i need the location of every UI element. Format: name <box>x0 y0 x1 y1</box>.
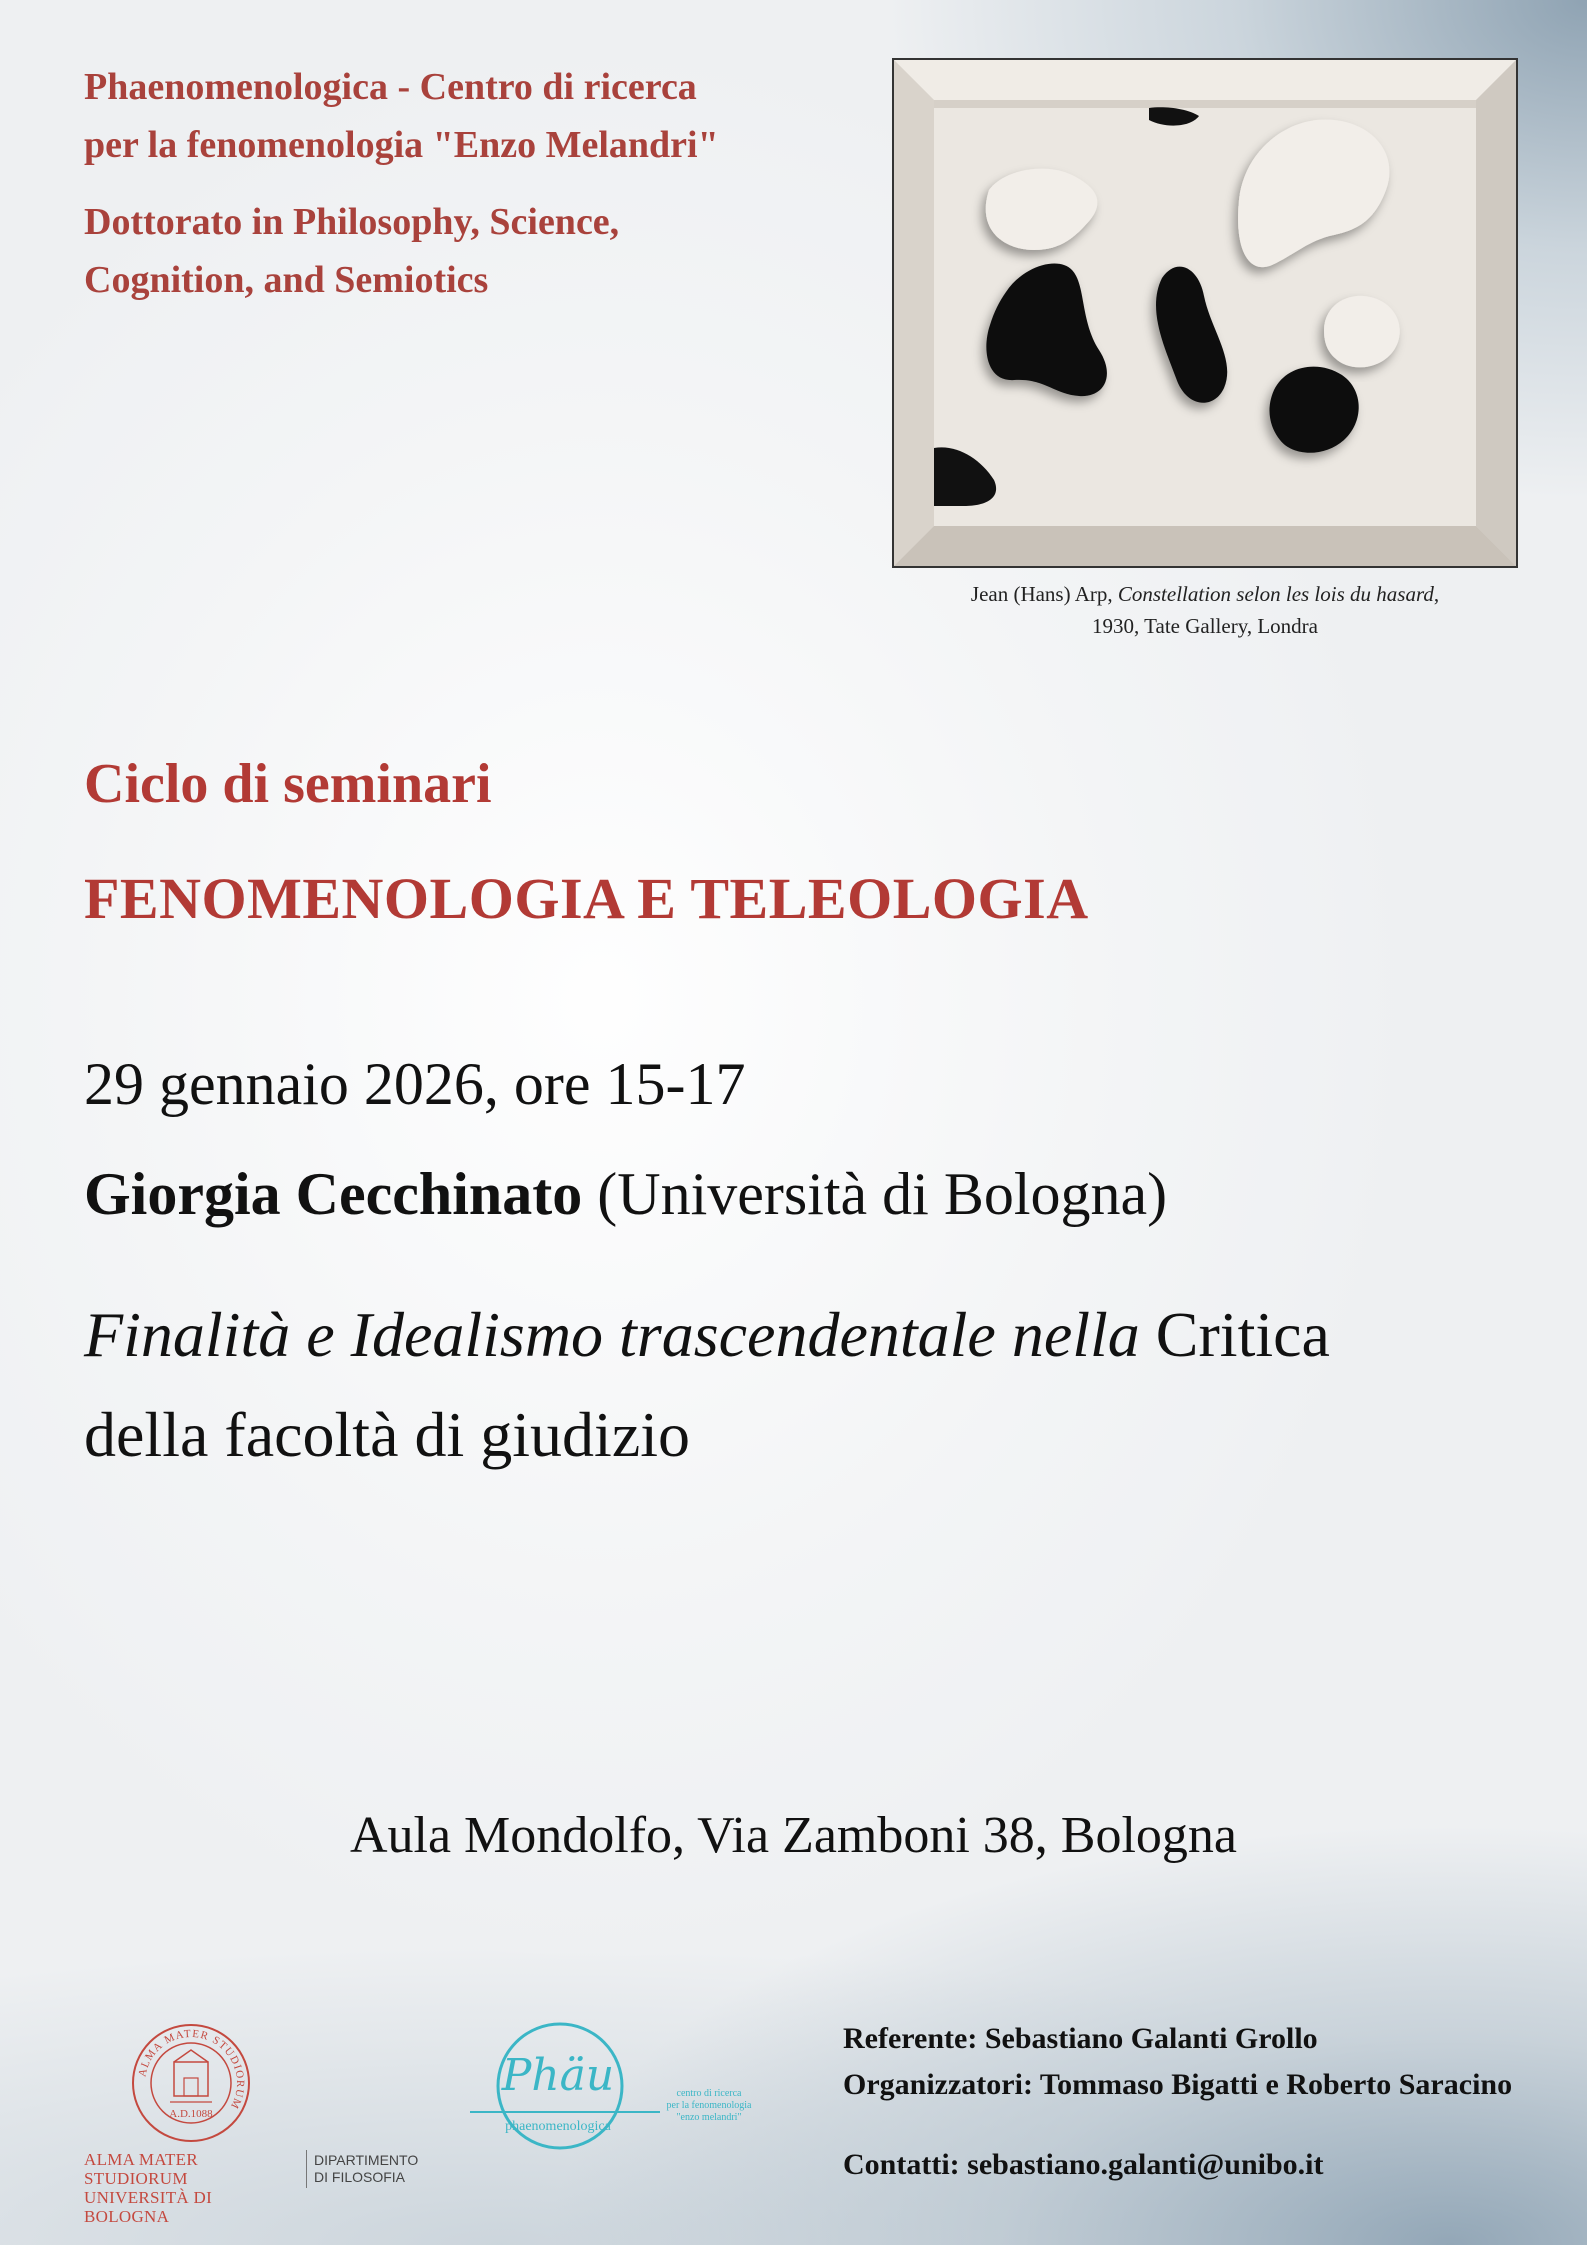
phau-side-line-1: centro di ricerca <box>676 2088 742 2099</box>
caption-line-1 <box>880 578 1530 610</box>
unibo-line-2: UNIVERSITÀ DI BOLOGNA <box>84 2188 213 2226</box>
seminar-theme-title: FENOMENOLOGIA E TELEOLOGIA <box>84 866 1089 931</box>
talk-title-roman-1: Critica <box>1139 1299 1330 1370</box>
arp-relief-picture <box>894 60 1516 566</box>
unibo-line-1: ALMA MATER STUDIORUM <box>84 2150 198 2188</box>
speaker-affiliation: (Università di Bologna) <box>582 1161 1168 1227</box>
research-center-line-2: per la fenomenologia "Enzo Melandri" <box>84 124 719 166</box>
caption-comma: , <box>1433 582 1440 606</box>
talk-title-italic: Finalità e Idealismo trascendentale nella <box>84 1299 1140 1370</box>
organizzatori-line: Organizzatori: Tommaso Bigatti e Roberto Saracino <box>843 2068 1513 2101</box>
unibo-logo <box>84 2018 454 2226</box>
phau-side-line-2: per la fenomenologia <box>666 2100 752 2111</box>
phau-name-text: phaenomenologica <box>505 2119 611 2134</box>
seal-date: A.D.1088 <box>169 2108 213 2120</box>
artwork-image <box>892 58 1518 568</box>
caption-title: Constellation selon les lois du hasard <box>1117 582 1434 606</box>
phd-line-2: Cognition, and Semiotics <box>84 259 489 301</box>
department-line-2: DI FILOSOFIA <box>314 2169 406 2185</box>
unibo-name <box>84 2150 296 2226</box>
referente-line: Referente: Sebastiano Galanti Grollo <box>843 2022 1318 2055</box>
svg-text:ALMA MATER STUDIORUM: ALMA MATER STUDIORUM <box>136 2027 247 2112</box>
phaenomenologica-logo <box>470 2022 770 2152</box>
research-center-line-1: Phaenomenologica - Centro di ricerca <box>84 66 697 108</box>
phau-side-line-3: "enzo melandri" <box>676 2112 742 2123</box>
research-center-title <box>84 58 719 174</box>
phau-side-text <box>654 2088 764 2124</box>
contacts-block <box>843 2016 1512 2188</box>
department-name <box>314 2152 418 2186</box>
phau-logo-icon <box>470 2022 770 2152</box>
event-date-time: 29 gennaio 2026, ore 15-17 <box>84 1051 746 1117</box>
contacts-spacer <box>843 2108 1512 2142</box>
logo-divider <box>306 2150 307 2188</box>
phau-script-text: Phäu <box>501 2050 615 2101</box>
event-venue: Aula Mondolfo, Via Zamboni 38, Bologna <box>349 1807 1238 1864</box>
talk-title <box>84 1285 1504 1485</box>
caption-line-2: 1930, Tate Gallery, Londra <box>1092 614 1318 638</box>
phd-line-1: Dottorato in Philosophy, Science, <box>84 201 620 243</box>
artwork-caption <box>880 578 1530 642</box>
caption-author: Jean (Hans) Arp, <box>970 582 1118 606</box>
contatti-line[interactable]: Contatti: sebastiano.galanti@unibo.it <box>843 2148 1324 2181</box>
talk-title-roman-2: della facoltà di giudizio <box>84 1399 690 1470</box>
phd-program-title <box>84 193 619 309</box>
unibo-seal-icon <box>130 2022 252 2144</box>
seminar-series-label: Ciclo di seminari <box>84 753 492 815</box>
speaker-name: Giorgia Cecchinato <box>84 1161 583 1227</box>
department-line-1: DIPARTIMENTO <box>314 2152 419 2168</box>
speaker-line <box>84 1160 1167 1229</box>
